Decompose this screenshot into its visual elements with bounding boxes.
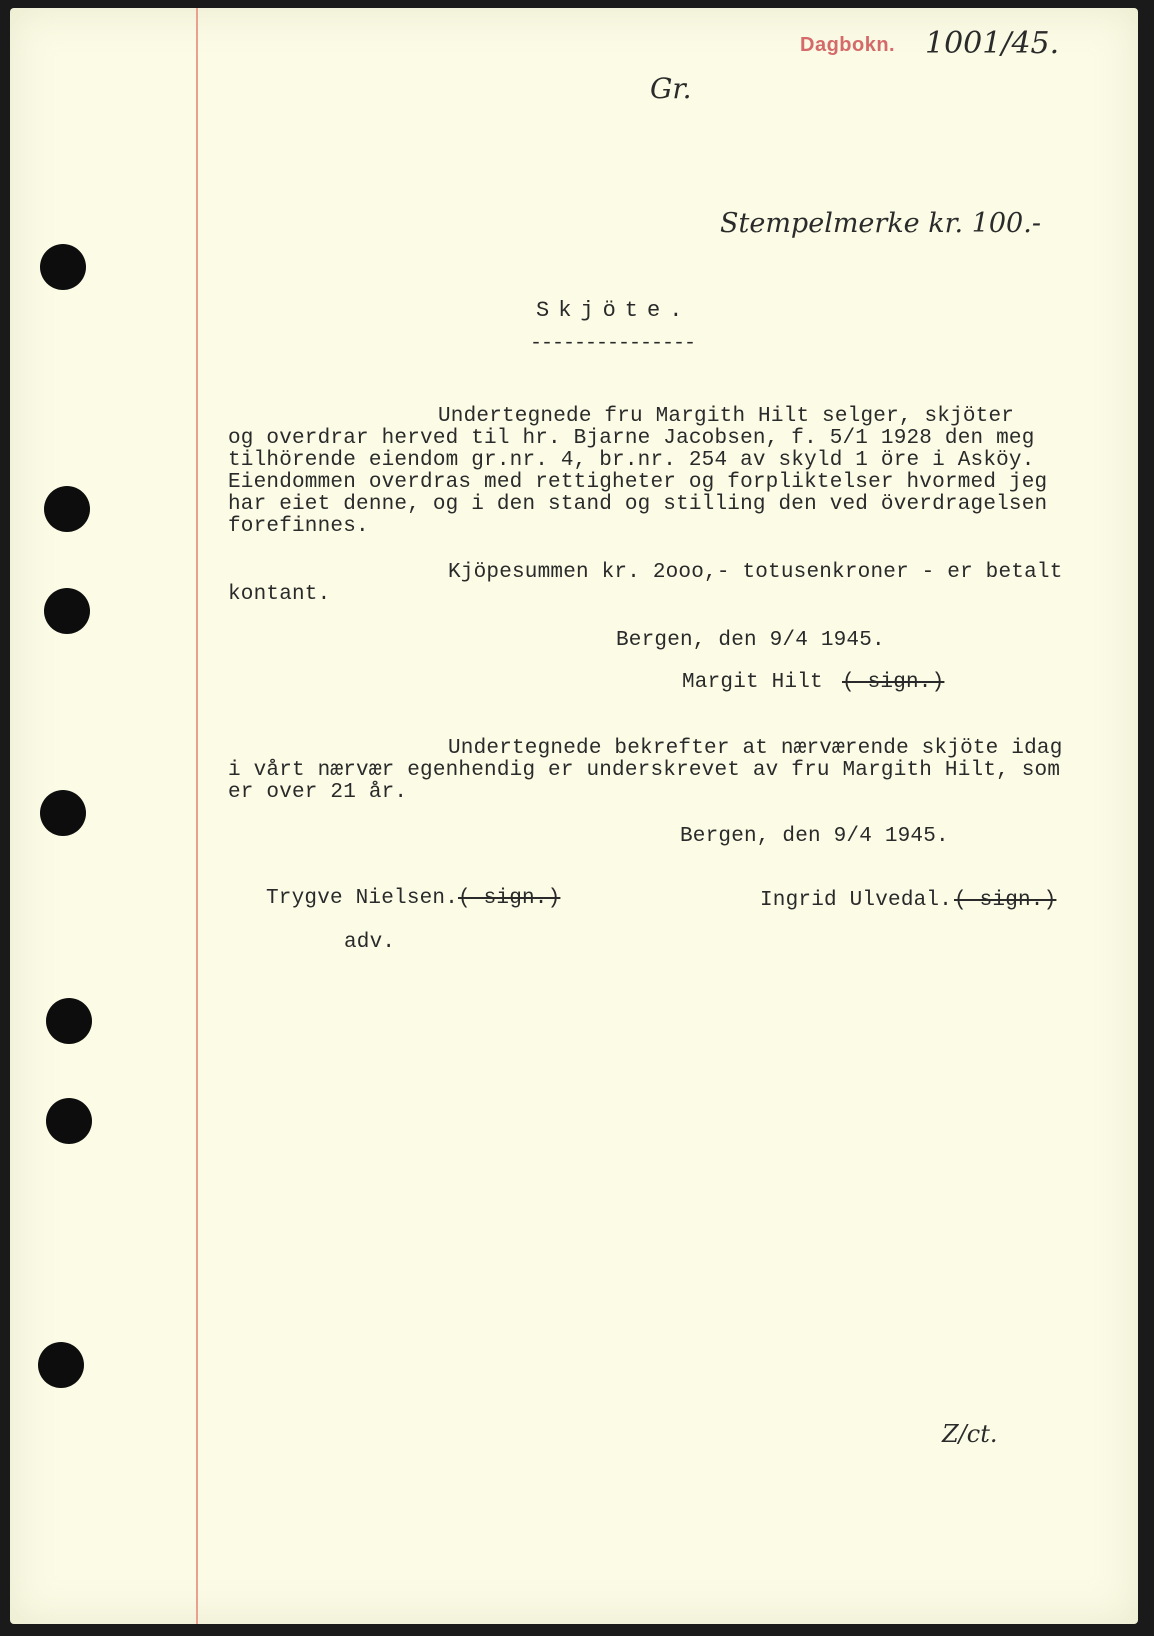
date-line-1: Bergen, den 9/4 1945. — [616, 629, 885, 652]
entry-number: 1001/45. — [925, 26, 1060, 61]
paragraph2-line: kontant. — [228, 583, 331, 606]
punch-hole — [46, 998, 92, 1044]
punch-hole — [44, 486, 90, 532]
document-title: Skjöte. — [536, 298, 692, 323]
witness-1-title: adv. — [344, 931, 396, 954]
paragraph3-line: Undertegnede bekrefter at nærværende skjöte idag — [448, 737, 1063, 760]
witness-2-name: Ingrid Ulvedal. — [760, 889, 953, 912]
paragraph1-line: og overdrar herved til hr. Bjarne Jacobsen, f. 5/1 1928 den meg — [228, 427, 1035, 450]
paragraph1-line: har eiet denne, og i den stand og stilling den ved överdragelsen — [228, 493, 1048, 516]
witness-2-sign: ( sign.) — [954, 889, 1057, 912]
signer-1-name: Margit Hilt — [682, 671, 823, 694]
document-page — [10, 8, 1138, 1624]
paragraph1-line: Undertegnede fru Margith Hilt selger, skjöter — [438, 405, 1015, 428]
date-line-2: Bergen, den 9/4 1945. — [680, 825, 949, 848]
punch-hole — [38, 1342, 84, 1388]
punch-hole — [44, 588, 90, 634]
paragraph3-line: er over 21 år. — [228, 781, 408, 804]
punch-hole — [40, 790, 86, 836]
paragraph3-line: i vårt nærvær egenhendig er underskrevet av fru Margith Hilt, som — [228, 759, 1061, 782]
punch-hole — [40, 244, 86, 290]
signer-1-sign: ( sign.) — [842, 671, 945, 694]
paragraph1-line: Eiendommen overdras med rettigheter og forpliktelser hvormed jeg — [228, 471, 1048, 494]
journal-stamp-label: Dagbokn. — [800, 34, 896, 56]
title-underline: --------------- — [530, 332, 696, 355]
initials: Gr. — [650, 72, 692, 105]
witness-1-name: Trygve Nielsen. — [266, 887, 459, 910]
paragraph1-line: tilhörende eiendom gr.nr. 4, br.nr. 254 av skyld 1 öre i Asköy. — [228, 449, 1035, 472]
footer-mark: Z/ct. — [942, 1420, 998, 1448]
stamp-duty-note: Stempelmerke kr. 100.- — [720, 208, 1041, 239]
margin-line — [196, 8, 198, 1624]
paragraph2-line: Kjöpesummen kr. 2ooo,- totusenkroner - er betalt — [448, 561, 1063, 584]
witness-1-sign: ( sign.) — [458, 887, 561, 910]
punch-hole — [46, 1098, 92, 1144]
paragraph1-line: forefinnes. — [228, 515, 369, 538]
